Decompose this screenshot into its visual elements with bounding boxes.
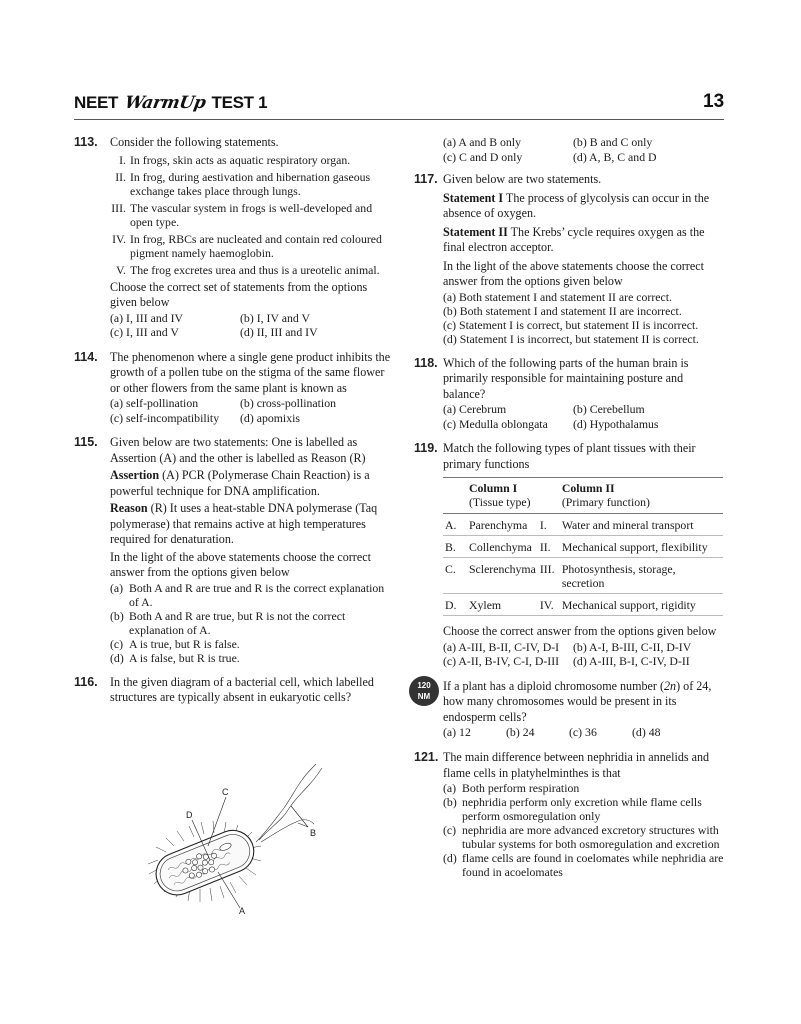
option-a[interactable]: (a) self-pollination — [110, 396, 199, 410]
option-d[interactable]: (d) A-III, B-I, C-IV, D-II — [573, 654, 690, 668]
right-column — [414, 135, 726, 889]
option-a[interactable]: (a) 12 — [443, 725, 471, 739]
question-prompt: In the light of the above statements choose the correct answer from the options given below — [110, 549, 371, 579]
option-a[interactable]: (a) A and B only — [443, 135, 521, 149]
question-116-options — [414, 135, 726, 164]
question-stem: The phenomenon where a single gene product inhibits the growth of a pollen tube on the stigma of the same flower or other flowers from the same plant is known as — [110, 349, 391, 395]
question-number: 114. — [74, 349, 98, 364]
option-d[interactable]: (d) A is false, but R is true. — [110, 650, 240, 665]
option-c[interactable]: (c) Medulla oblongata — [443, 416, 548, 431]
option-c[interactable]: (c) nephridia are more advanced excretory structures with tubular systems for both osmoregulation and excretion — [443, 823, 720, 851]
option-b[interactable]: (b) Cerebellum — [573, 402, 645, 416]
statement: II. In frog, during aestivation and hibernation gaseous exchange takes place through lungs. — [115, 169, 371, 198]
cell-body — [150, 824, 260, 901]
options — [110, 311, 392, 340]
option-d[interactable]: (d) Hypothalamus — [573, 416, 659, 431]
question-stem: If a plant has a diploid chromosome number (2n) of 24, how many chromosomes would be present in its endosperm cells? — [443, 678, 712, 724]
question-stem: In the given diagram of a bacterial cell, which labelled structures are typically absent in eukaryotic cells? — [110, 674, 374, 704]
label-d: D — [186, 810, 193, 820]
question-stem: Consider the following statements. — [110, 135, 279, 149]
option-a[interactable]: (a) Cerebrum — [443, 402, 507, 416]
column-2-header: Column II — [560, 478, 723, 496]
page-header — [0, 0, 801, 115]
question-120 — [414, 679, 726, 741]
question-stem: Given below are two statements. — [443, 172, 602, 186]
table-row: C. Sclerenchyma III. Photosynthesis, storage, secretion — [443, 558, 723, 594]
option-b[interactable]: (b) A-I, B-III, C-II, D-IV — [573, 639, 692, 654]
option-d[interactable]: (d) A, B, C and D — [573, 149, 657, 164]
label-c: C — [222, 787, 229, 797]
statement: IV. In frog, RBCs are nucleated and contain red coloured pigment namely haemoglobin. — [112, 231, 382, 260]
question-number: 117. — [414, 172, 438, 186]
options — [443, 135, 726, 164]
column-1-subheader: (Tissue type) — [467, 495, 538, 514]
option-c[interactable]: (c) Statement I is correct, but statement II is incorrect. — [443, 317, 699, 332]
option-c[interactable]: (c) I, III and V — [110, 325, 179, 339]
question-116 — [74, 675, 392, 706]
option-c[interactable]: (c) A-II, B-IV, C-I, D-III — [443, 654, 560, 668]
question-number: 113. — [74, 135, 98, 149]
column-1-header: Column I — [467, 478, 538, 496]
statement: V. The frog excretes urea and thus is a ureotelic animal. — [116, 262, 380, 277]
column-2-subheader: (Primary function) — [560, 495, 723, 514]
header-rule — [74, 119, 724, 120]
brand-warmup: WarmUp — [122, 93, 207, 113]
statement-1: Statement I The process of glycolysis can occur in the absence of oxygen. — [443, 190, 710, 220]
option-c[interactable]: (c) A is true, but R is false. — [110, 636, 240, 651]
option-b[interactable]: (b) nephridia perform only excretion while flame cells perform osmoregulation only — [443, 795, 702, 823]
option-a[interactable]: (a) I, III and IV — [110, 310, 184, 325]
option-a[interactable]: (a) Both statement I and statement II are correct. — [443, 289, 672, 304]
statement: III. The vascular system in frogs is well-developed and open type. — [111, 200, 373, 229]
table-row: D. Xylem IV. Mechanical support, rigidity — [443, 594, 723, 616]
assertion: Assertion (A) PCR (Polymerase Chain Reaction) is a powerful technique for DNA amplification. — [110, 468, 370, 498]
option-b[interactable]: (b) Both A and R are true, but R is not the correct explanation of A. — [110, 608, 346, 637]
option-b[interactable]: (b) cross-pollination — [240, 396, 336, 410]
bacterial-cell-diagram — [146, 760, 336, 915]
question-121 — [414, 750, 726, 879]
option-a[interactable]: (a) A-III, B-II, C-IV, D-I — [443, 639, 560, 654]
question-118 — [414, 356, 726, 432]
options — [443, 640, 726, 669]
match-table — [443, 477, 723, 616]
label-a: A — [239, 906, 246, 915]
option-a[interactable]: (a) Both perform respiration — [443, 781, 580, 795]
question-113 — [74, 135, 392, 340]
question-stem: Which of the following parts of the human brain is primarily responsible for maintaining posture and balance? — [443, 355, 689, 401]
option-d[interactable]: (d) Statement I is incorrect, but statement II is correct. — [443, 331, 699, 346]
option-d[interactable]: (d) II, III and IV — [240, 325, 318, 339]
option-c[interactable]: (c) C and D only — [443, 149, 523, 164]
question-stem: Match the following types of plant tissues with their primary functions — [443, 441, 696, 471]
question-number: 121. — [414, 750, 439, 764]
question-stem: The main difference between nephridia in annelids and flame cells in platyhelminthes is that — [443, 750, 710, 780]
question-prompt: Choose the correct set of statements from the options given below — [110, 279, 368, 309]
question-number: 119. — [414, 441, 438, 455]
brand-neet: NEET — [74, 93, 119, 112]
left-column — [74, 135, 392, 716]
option-b[interactable]: (b) Both statement I and statement II are incorrect. — [443, 303, 682, 318]
question-number: 116. — [74, 674, 98, 689]
question-prompt: In the light of the above statements choose the correct answer from the options given below — [443, 258, 704, 288]
option-b[interactable]: (b) B and C only — [573, 135, 653, 149]
reason: Reason (R) It uses a heat-stable DNA polymerase (Taq polymerase) that remains active at high temperatures required for denaturation. — [110, 501, 378, 546]
question-stem: Given below are two statements: One is labelled as Assertion (A) and the other is labelled as Reason (R) — [110, 435, 366, 465]
option-d[interactable]: (d) flame cells are found in coelomates while nephridia are found in acoelomates — [443, 851, 724, 879]
option-a[interactable]: (a) Both A and R are true and R is the correct explanation of A. — [110, 580, 385, 609]
options — [443, 725, 726, 740]
numeric-badge: 120 NM — [409, 676, 439, 706]
option-d[interactable]: (d) 48 — [632, 725, 661, 739]
page-number: 13 — [703, 91, 725, 112]
question-114 — [74, 350, 392, 426]
option-c[interactable]: (c) self-incompatibility — [110, 410, 220, 425]
options — [110, 396, 392, 425]
option-b[interactable]: (b) I, IV and V — [240, 310, 311, 325]
brand-logo — [74, 93, 267, 113]
question-prompt: Choose the correct answer from the options given below — [443, 624, 717, 638]
label-b: B — [310, 828, 317, 838]
brand-test: TEST 1 — [211, 93, 268, 112]
question-117 — [414, 172, 726, 346]
question-number: 118. — [414, 355, 438, 370]
options — [443, 402, 726, 431]
option-d[interactable]: (d) apomixis — [240, 410, 300, 425]
statement: I. In frogs, skin acts as aquatic respiratory organ. — [119, 152, 351, 167]
table-row: B. Collenchyma II. Mechanical support, flexibility — [443, 536, 723, 558]
question-115 — [74, 435, 392, 665]
option-b[interactable]: (b) 24 — [506, 725, 535, 739]
table-row: A. Parenchyma I. Water and mineral transport — [443, 514, 723, 536]
statement-2: Statement II The Krebs’ cycle requires oxygen as the final electron acceptor. — [443, 224, 705, 254]
question-number: 115. — [74, 435, 98, 449]
option-c[interactable]: (c) 36 — [569, 725, 597, 739]
question-119 — [414, 441, 726, 669]
